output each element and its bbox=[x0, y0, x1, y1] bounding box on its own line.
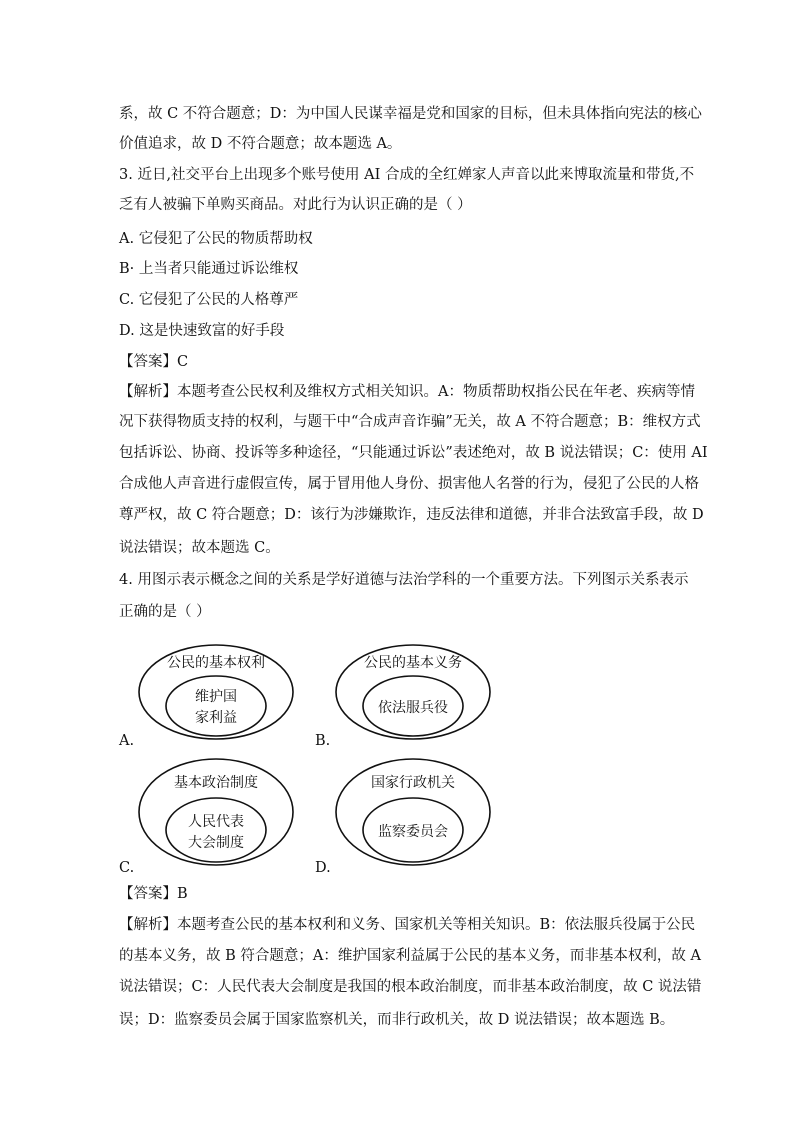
inner-label: 依法服兵役 bbox=[378, 700, 448, 716]
diagram-b bbox=[333, 642, 493, 742]
inner-label: 人民代表 bbox=[188, 814, 244, 830]
analysis-text: 的基本义务，故 B 符合题意；A：维护国家利益属于公民的基本义务，而非基本权利，故 A bbox=[119, 948, 701, 964]
text-line: 系，故 C 不符合题意；D：为中国人民谋幸福是党和国家的目标，但未具体指向宪法的核心 bbox=[119, 106, 702, 122]
analysis-text: 【解析】本题考查公民的基本权利和义务、国家机关等相关知识。B：依法服兵役属于公民 bbox=[119, 917, 696, 933]
analysis-text: 况下获得物质支持的权利，与题干中“合成声音诈骗”无关，故 A 不符合题意；B：维权方式 bbox=[119, 414, 701, 430]
inner-label: 监察委员会 bbox=[378, 824, 448, 840]
question-4-stem: 正确的是（ ） bbox=[119, 604, 211, 620]
outer-label: 公民的基本权利 bbox=[167, 655, 265, 671]
question-3-stem: 3. 近日,社交平台上出现多个账号使用 AI 合成的全红婵家人声音以此来博取流量和带货,不 bbox=[119, 167, 695, 183]
question-3-stem: 乏有人被骗下单购买商品。对此行为认识正确的是（ ） bbox=[119, 197, 472, 213]
analysis-text: 包括诉讼、协商、投诉等多种途径，“只能通过诉讼”表述绝对，故 B 说法错误；C：使用 AI bbox=[119, 445, 708, 461]
diagram-d bbox=[333, 756, 493, 868]
analysis-text: 说法错误；C：人民代表大会制度是我国的根本政治制度，而非基本政治制度，故 C 说法错 bbox=[119, 979, 702, 995]
analysis-text: 【解析】本题考查公民权利及维权方式相关知识。A：物质帮助权指公民在年老、疾病等情 bbox=[119, 384, 695, 400]
option-b: B· 上当者只能通过诉讼维权 bbox=[119, 261, 299, 277]
option-d: D. 这是快速致富的好手段 bbox=[119, 323, 285, 339]
diagram-c bbox=[136, 756, 296, 868]
outer-label: 基本政治制度 bbox=[174, 775, 258, 791]
analysis-text: 误；D：监察委员会属于国家监察机关，而非行政机关，故 D 说法错误；故本题选 B。 bbox=[119, 1012, 675, 1028]
option-c: C. 它侵犯了公民的人格尊严 bbox=[119, 292, 299, 308]
inner-label: 维护国 bbox=[195, 689, 237, 705]
inner-label: 家利益 bbox=[195, 710, 237, 726]
diagram-c-letter: C. bbox=[119, 860, 135, 876]
text-line: 价值追求，故 D 不符合题意；故本题选 A。 bbox=[119, 136, 402, 152]
analysis-text: 说法错误；故本题选 C。 bbox=[119, 540, 280, 556]
diagram-b-letter: B. bbox=[315, 733, 331, 749]
inner-label: 大会制度 bbox=[188, 835, 244, 851]
answer-label: 【答案】B bbox=[119, 886, 188, 902]
analysis-text: 合成他人声音进行虚假宣传，属于冒用他人身份、损害他人名誉的行为，侵犯了公民的人格 bbox=[119, 476, 699, 492]
diagram-a bbox=[136, 642, 296, 742]
outer-label: 公民的基本义务 bbox=[364, 655, 462, 671]
diagram-d-letter: D. bbox=[315, 860, 331, 876]
option-a: A. 它侵犯了公民的物质帮助权 bbox=[119, 231, 313, 247]
analysis-text: 尊严权，故 C 符合题意；D：该行为涉嫌欺诈，违反法律和道德，并非合法致富手段，故 D bbox=[119, 507, 704, 523]
answer-label: 【答案】C bbox=[119, 354, 189, 370]
diagram-a-letter: A. bbox=[119, 733, 135, 749]
question-4-stem: 4. 用图示表示概念之间的关系是学好道德与法治学科的一个重要方法。下列图示关系表示 bbox=[119, 572, 689, 588]
outer-label: 国家行政机关 bbox=[371, 775, 455, 791]
